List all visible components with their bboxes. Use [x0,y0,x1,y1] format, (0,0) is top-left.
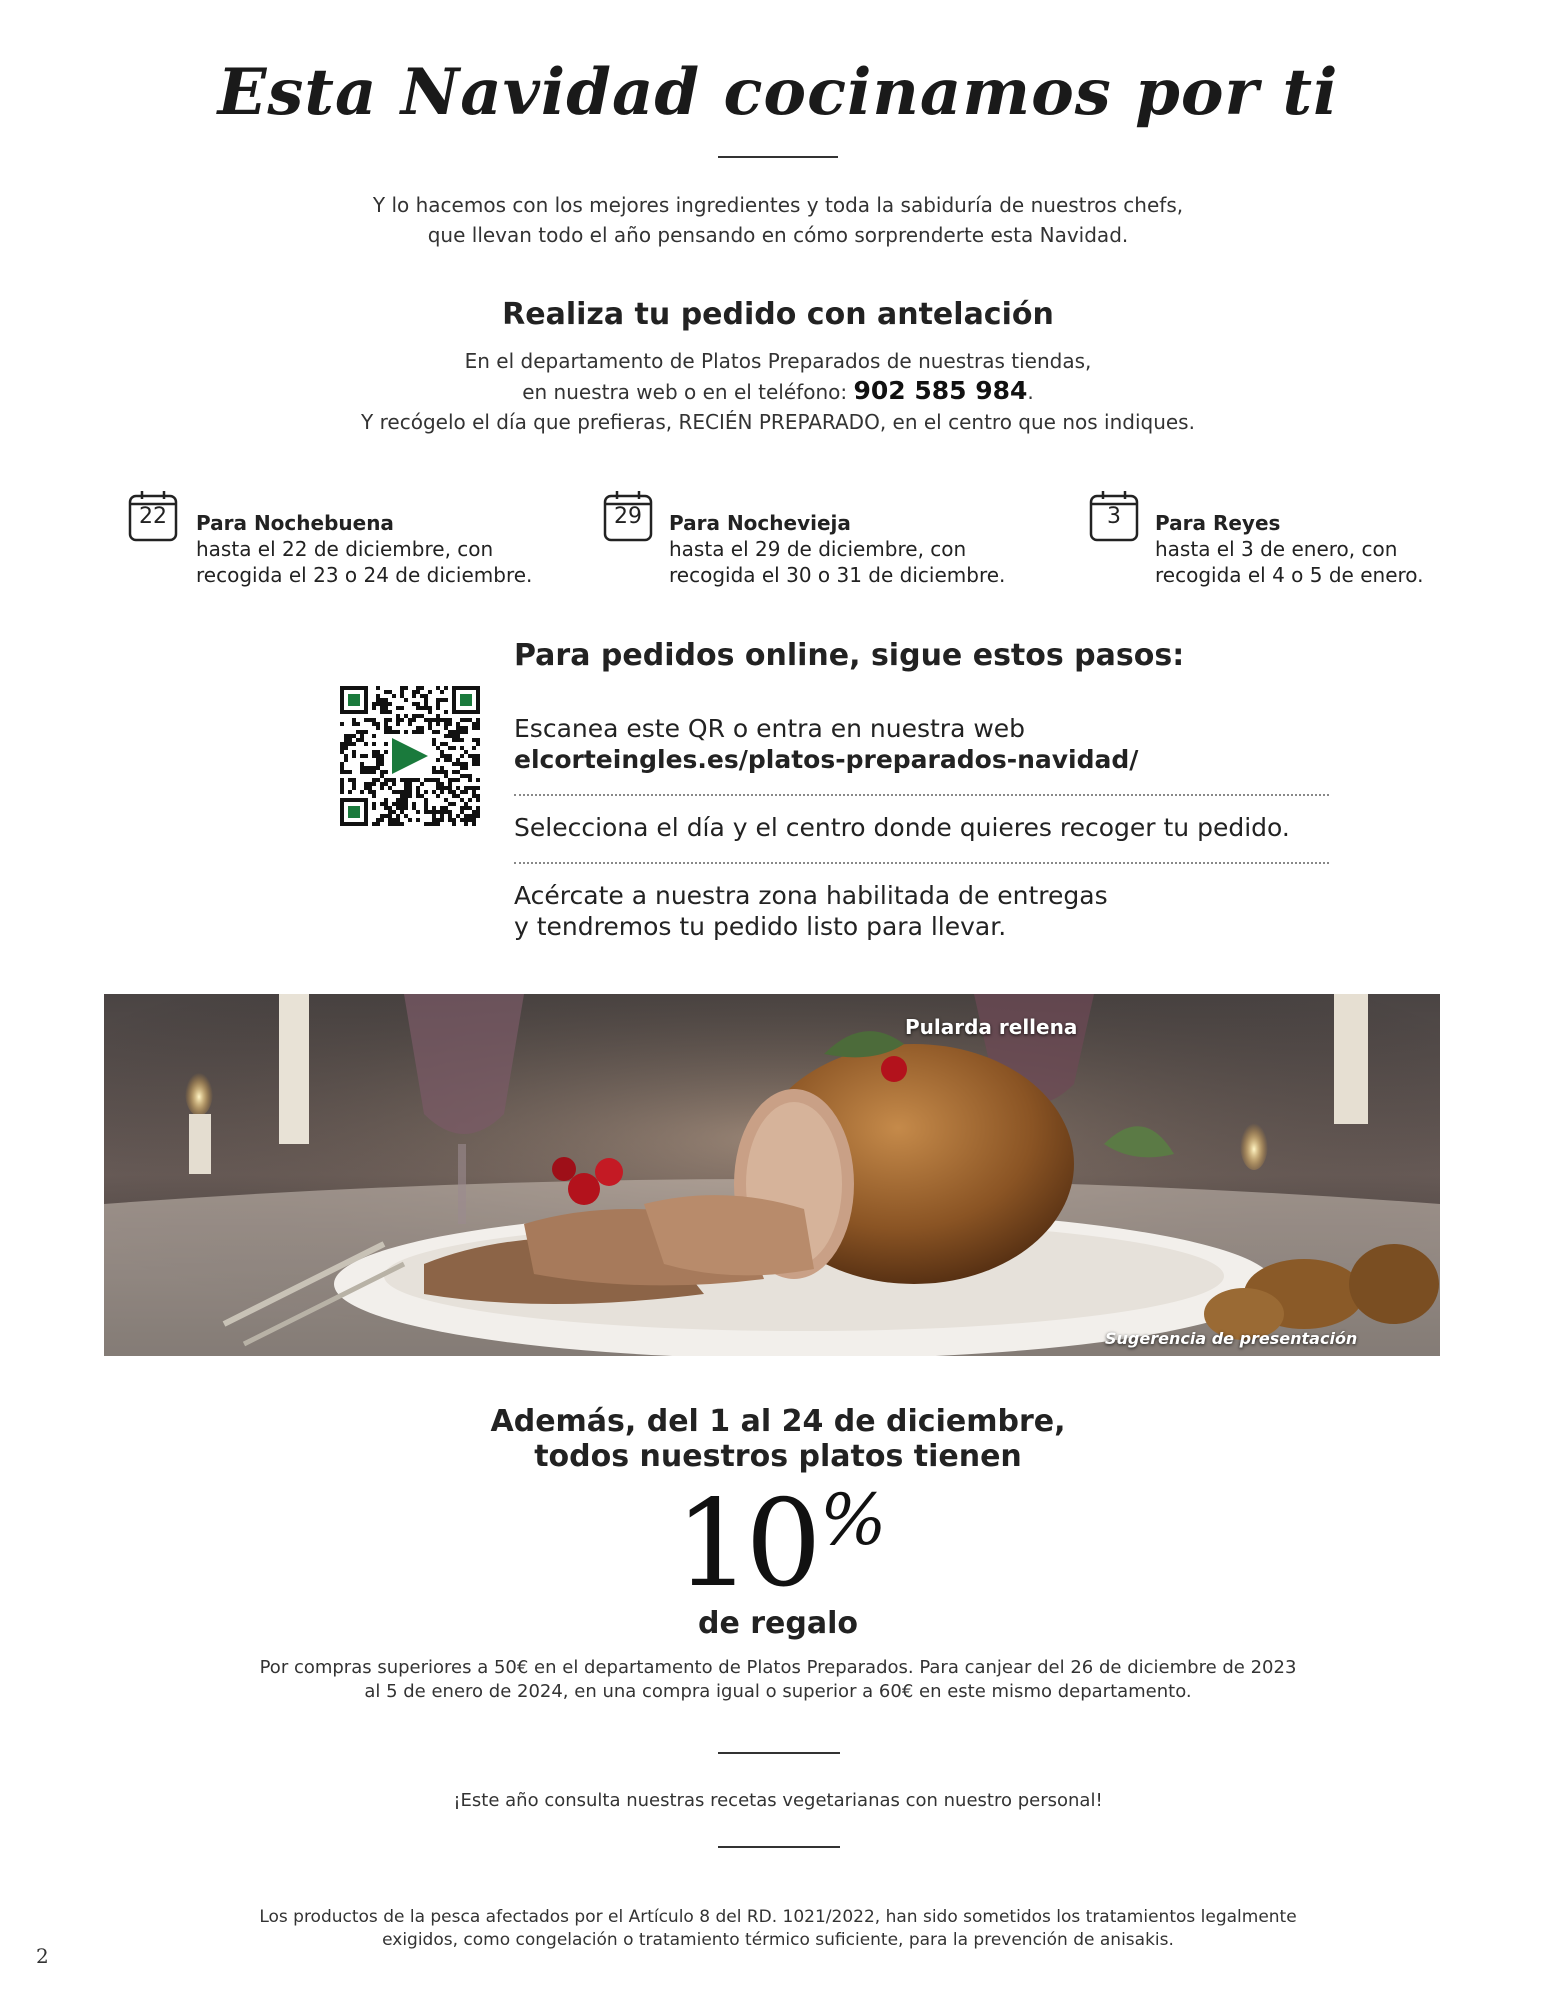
step-text: Acércate a nuestra zona habilitada de entregas [514,881,1108,910]
phone-number[interactable]: 902 585 984 [853,376,1028,405]
date-line: hasta el 29 de diciembre, con [669,537,967,561]
calendar-day: 3 [1107,504,1121,529]
food-photo [104,994,1440,1356]
order-line-suffix: . [1027,380,1034,404]
calendar-day: 29 [614,504,642,529]
promo-line: Además, del 1 al 24 de diciembre, [490,1404,1066,1439]
intro-text [0,190,1556,250]
footer-note [0,1906,1556,1952]
promo-conditions [0,1656,1556,1704]
dotted-divider [514,794,1329,796]
online-heading: Para pedidos online, sigue estos pasos: [514,638,1185,673]
date-line: recogida el 30 o 31 de diciembre. [669,563,1006,587]
date-text [196,510,576,588]
divider [718,1752,840,1754]
intro-line: Y lo hacemos con los mejores ingredientes y toda la sabiduría de nuestros chefs, [372,193,1184,217]
date-title: Para Reyes [1155,511,1281,535]
date-title: Para Nochebuena [196,511,394,535]
order-line: En el departamento de Platos Preparados de nuestras tiendas, [464,349,1092,373]
page-title: Esta Navidad cocinamos por ti [217,55,1339,130]
order-line-prefix: en nuestra web o en el teléfono: [522,380,854,404]
discount-figure [0,1475,1556,1614]
calendar-day: 22 [139,504,167,529]
date-line: recogida el 4 o 5 de enero. [1155,563,1424,587]
step-scan [514,713,1138,775]
step-text: Escanea este QR o entra en nuestra web [514,714,1026,743]
footer-line: exigidos, como congelación o tratamiento térmico suficiente, para la prevención de anisakis. [382,1930,1174,1950]
calendar-icon [1089,490,1139,542]
dotted-divider [514,862,1329,864]
date-line: hasta el 3 de enero, con [1155,537,1398,561]
web-link[interactable]: elcorteingles.es/platos-preparados-navidad/ [514,745,1139,774]
qr-code[interactable] [340,686,480,826]
page-number: 2 [36,1944,49,1968]
date-line: recogida el 23 o 24 de diciembre. [196,563,533,587]
discount-label: de regalo [697,1606,859,1641]
footer-line: Los productos de la pesca afectados por el Artículo 8 del RD. 1021/2022, han sido sometidos los tratamientos legalmente [259,1907,1297,1927]
date-line: hasta el 22 de diciembre, con [196,537,494,561]
divider [718,156,838,158]
step-text: y tendremos tu pedido listo para llevar. [514,912,1007,941]
conditions-line: al 5 de enero de 2024, en una compra igual o superior a 60€ en este mismo departamento. [364,1681,1192,1702]
order-heading: Realiza tu pedido con antelación [502,297,1054,332]
order-line: Y recógelo el día que prefieras, RECIÉN PREPARADO, en el centro que nos indiques. [361,410,1195,434]
intro-line: que llevan todo el año pensando en cómo sorprenderte esta Navidad. [427,223,1129,247]
photo-note: Sugerencia de presentación [1105,1329,1358,1348]
calendar-icon [128,490,178,542]
date-title: Para Nochevieja [669,511,851,535]
photo-label: Pularda rellena [905,1015,1078,1039]
step-pickup [514,880,1108,942]
divider [718,1846,840,1848]
discount-number: 10 [675,1475,816,1614]
order-info [0,346,1556,437]
conditions-line: Por compras superiores a 50€ en el departamento de Platos Preparados. Para canjear del 26 de diciembre de 2023 [259,1657,1297,1678]
date-text [1155,510,1485,588]
promo-heading [0,1404,1556,1474]
order-line-phone [0,376,1556,407]
discount-percent: % [820,1479,887,1561]
step-select: Selecciona el día y el centro donde quieres recoger tu pedido. [514,813,1290,842]
promo-line: todos nuestros platos tienen [534,1439,1022,1474]
date-text [669,510,1049,588]
vegetarian-note: ¡Este año consulta nuestras recetas vegetarianas con nuestro personal! [453,1790,1103,1811]
calendar-icon [603,490,653,542]
